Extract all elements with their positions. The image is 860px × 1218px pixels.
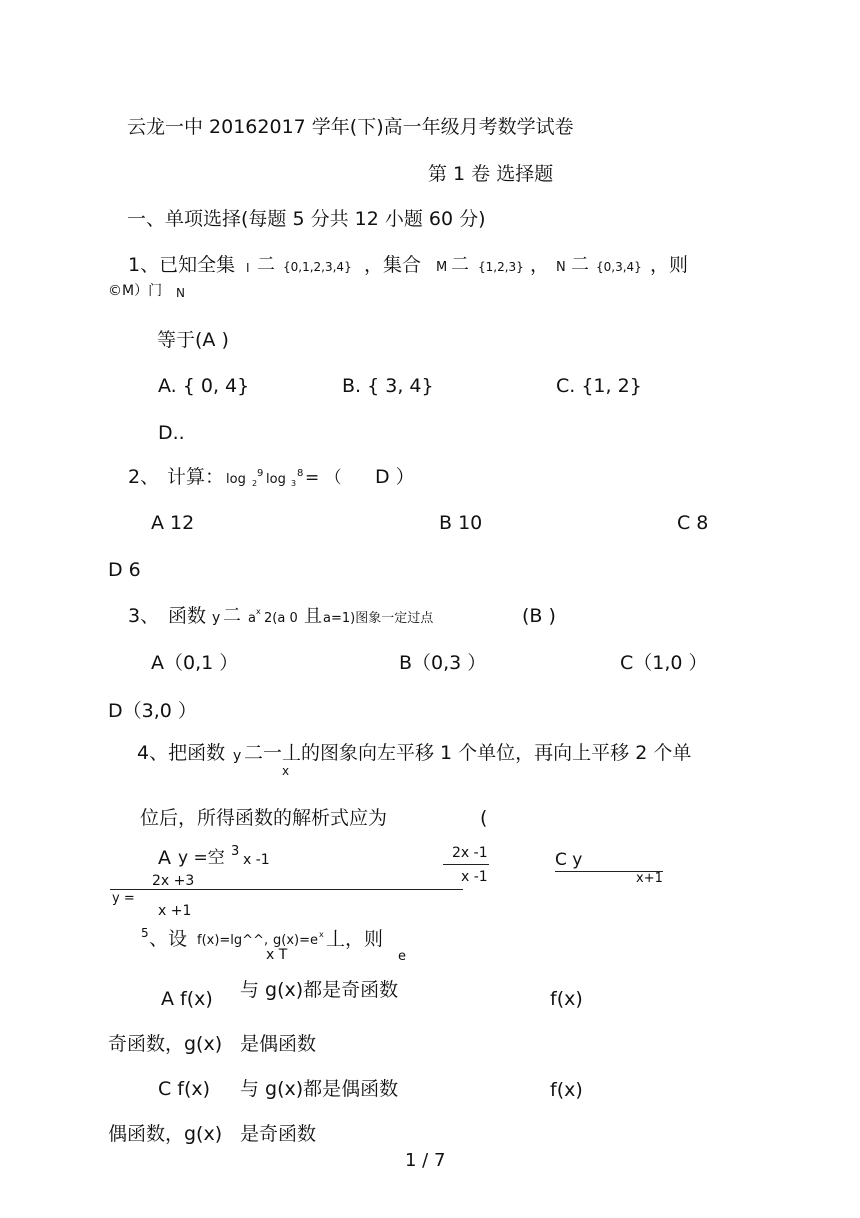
q2-option-c: C 8 xyxy=(677,512,709,534)
q2-arg-2: 8 xyxy=(297,468,304,479)
q5-number: 5 xyxy=(141,926,149,940)
q2-log-2: log xyxy=(266,472,286,487)
q3-option-d: D（3,0 ） xyxy=(108,700,197,722)
q5-stem-end: 丄，则 xyxy=(326,928,384,950)
q1-option-a: A. { 0, 4} xyxy=(158,375,250,397)
q1-set-n: {0,3,4} xyxy=(596,260,642,274)
q3-option-b: B（0,3 ） xyxy=(399,652,487,674)
q4-option-a-exp: 3 xyxy=(231,844,240,859)
exam-title: 云龙一中 20162017 学年(下)高一年级月考数学试卷 xyxy=(127,116,574,138)
q3-option-c: C（1,0 ） xyxy=(620,652,708,674)
q2-arg-1: 9 xyxy=(257,468,264,479)
q5-option-d-tail: 是奇函数 xyxy=(240,1123,317,1145)
q5-option-b-label: f(x) xyxy=(550,988,583,1010)
q5-g-def: g(x)=e xyxy=(273,933,318,948)
q1-option-b: B. { 3, 4} xyxy=(342,375,434,397)
q5-g-exp: x xyxy=(319,930,324,939)
q1-set-n-symbol: N xyxy=(556,260,566,275)
q3-stem: 函数 xyxy=(168,605,207,627)
q2-option-b: B 10 xyxy=(439,512,483,534)
q2-stem: 计算： xyxy=(167,466,225,488)
q3-equals: 二 xyxy=(223,605,241,626)
q5-option-d-text: 偶函数，g(x) xyxy=(108,1123,223,1145)
q4-y: y xyxy=(233,748,242,764)
q1-stem-start: 1、已知全集 xyxy=(128,254,236,276)
q1-set-word: ，集合 xyxy=(364,254,422,276)
q2-answer: D ） xyxy=(375,466,415,488)
q2-equals: = （ xyxy=(305,468,342,488)
q4-option-a-y: y =空 xyxy=(178,848,225,868)
q4-option-b-numerator: 2x -1 xyxy=(452,845,488,861)
q2-base-1: 2 xyxy=(252,479,258,488)
q3-cond-1: 2(a 0 xyxy=(264,611,298,626)
q4-option-a-x: x -1 xyxy=(243,852,270,868)
q2-number: 2、 xyxy=(128,466,160,488)
q1-eq-1: 二 xyxy=(257,254,275,275)
q4-stem-start: 4、把函数 xyxy=(137,742,226,764)
q3-cond-2: a=1)图象一定过点 xyxy=(323,611,434,626)
q1-option-d: D.. xyxy=(158,422,185,444)
q1-set-i: {0,1,2,3,4} xyxy=(283,260,352,274)
q4-option-c-denominator: x+1 xyxy=(636,871,663,886)
q4-option-d-fraction-bar xyxy=(110,889,463,890)
q4-option-b-fraction-bar xyxy=(443,864,489,865)
q5-option-b-text: 奇函数，g(x) xyxy=(108,1033,223,1055)
q3-and: 且 xyxy=(304,606,322,627)
q5-option-b-tail: 是偶函数 xyxy=(240,1033,317,1055)
q5-denominator: x T xyxy=(266,947,288,963)
q4-paren: ( xyxy=(480,807,488,829)
q4-stem-end: 位后，所得函数的解析式应为 xyxy=(140,807,388,829)
q4-option-c-label: C y xyxy=(555,850,583,870)
q4-option-b-denominator: x -1 xyxy=(461,869,488,885)
q4-option-d-denominator: x +1 xyxy=(158,903,192,919)
q5-option-d-label: f(x) xyxy=(550,1079,583,1101)
section-heading: 一、单项选择(每题 5 分共 12 小题 60 分) xyxy=(127,208,486,230)
q3-y: y xyxy=(212,610,221,626)
q1-comma-2: ， xyxy=(530,254,550,276)
q5-f-def: f(x)=lg^^, xyxy=(197,933,269,948)
q4-stem-middle: 二一丄的图象向左平移 1 个单位，再向上平移 2 个单 xyxy=(244,742,692,764)
q1-n-symbol: N xyxy=(176,286,185,300)
q3-answer: (B ) xyxy=(522,605,556,627)
q2-option-a: A 12 xyxy=(151,512,195,534)
q4-denominator-x: x xyxy=(282,764,290,778)
q5-stem: 、设 xyxy=(149,928,188,950)
q1-set-i-symbol: I xyxy=(246,261,250,275)
q4-option-a-label: A xyxy=(158,847,171,869)
q2-base-2: 3 xyxy=(291,479,297,488)
q5-option-a-text: 与 g(x)都是奇函数 xyxy=(240,979,399,1001)
q4-option-d-numerator: 2x +3 xyxy=(152,873,195,889)
page-number: 1 / 7 xyxy=(405,1150,446,1171)
q3-exp-x: x xyxy=(256,607,261,616)
q3-number: 3、 xyxy=(128,605,160,627)
q2-log-1: log xyxy=(226,472,246,487)
q2-option-d: D 6 xyxy=(108,559,141,581)
q5-option-a-label: A f(x) xyxy=(161,988,213,1010)
q3-option-a: A（0,1 ） xyxy=(151,652,239,674)
q4-option-d-y: y = xyxy=(112,891,135,906)
q1-then: ，则 xyxy=(650,254,689,276)
q5-option-c-text: 与 g(x)都是偶函数 xyxy=(240,1078,399,1100)
q1-set-m: {1,2,3} xyxy=(478,260,524,274)
q3-base-a: a xyxy=(248,611,256,626)
volume-heading: 第 1 卷 选择题 xyxy=(428,163,554,185)
q1-stem-end: 等于(A ) xyxy=(157,329,229,351)
q1-set-m-symbol: M xyxy=(436,260,448,275)
q5-e: e xyxy=(398,949,406,964)
q1-eq-3: 二 xyxy=(571,254,589,275)
q1-complement: ©M）门 xyxy=(108,283,163,299)
q5-option-c-label: C f(x) xyxy=(158,1078,211,1100)
q1-option-c: C. {1, 2} xyxy=(556,375,642,397)
q1-eq-2: 二 xyxy=(451,254,469,275)
